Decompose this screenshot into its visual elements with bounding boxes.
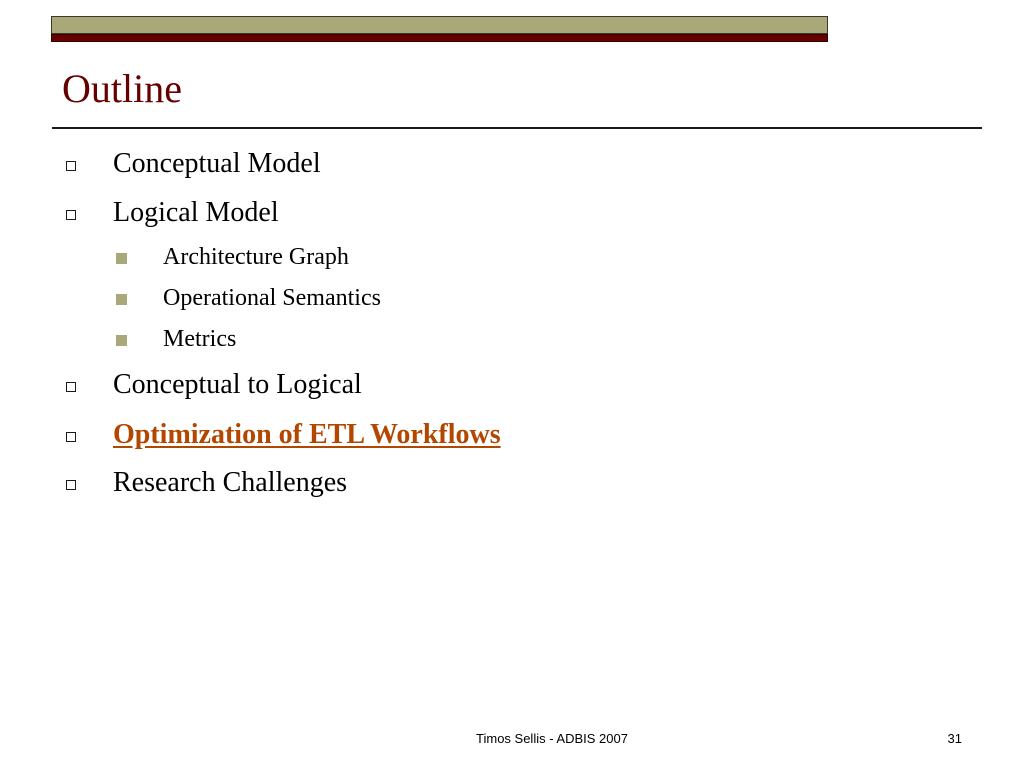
bullet-conceptual-to-logical bbox=[66, 368, 362, 402]
slide-title: Outline bbox=[62, 66, 182, 111]
sub-bullet-architecture-graph bbox=[116, 242, 349, 272]
hollow-square-icon bbox=[66, 432, 76, 442]
sub-bullet-text: Operational Semantics bbox=[163, 284, 381, 311]
sub-bullet-operational-semantics bbox=[116, 283, 381, 313]
filled-square-icon bbox=[116, 335, 127, 346]
highlighted-bullet-text[interactable]: Optimization of ETL Workflows bbox=[113, 419, 501, 450]
bullet-conceptual-model bbox=[66, 147, 321, 181]
title-divider bbox=[52, 127, 982, 129]
hollow-square-icon bbox=[66, 210, 76, 220]
filled-square-icon bbox=[116, 253, 127, 264]
sub-bullet-text: Architecture Graph bbox=[163, 243, 349, 270]
hollow-square-icon bbox=[66, 480, 76, 490]
decorative-top-bar bbox=[51, 16, 828, 42]
sub-bullet-text: Metrics bbox=[163, 325, 237, 352]
top-bar-maroon-strip bbox=[51, 34, 828, 42]
bullet-research-challenges bbox=[66, 466, 347, 500]
bullet-logical-model bbox=[66, 196, 279, 230]
footer-author: Timos Sellis - ADBIS 2007 bbox=[476, 731, 628, 746]
hollow-square-icon bbox=[66, 161, 76, 171]
filled-square-icon bbox=[116, 294, 127, 305]
bullet-text: Logical Model bbox=[113, 197, 279, 228]
bullet-text: Research Challenges bbox=[113, 467, 348, 498]
sub-bullet-metrics bbox=[116, 324, 236, 354]
hollow-square-icon bbox=[66, 382, 76, 392]
bullet-text: Conceptual Model bbox=[113, 148, 321, 179]
page-number: 31 bbox=[947, 731, 962, 746]
bullet-optimization-of-etl-workflows[interactable] bbox=[66, 418, 501, 452]
bullet-text: Conceptual to Logical bbox=[113, 369, 362, 400]
top-bar-olive-strip bbox=[51, 16, 828, 34]
